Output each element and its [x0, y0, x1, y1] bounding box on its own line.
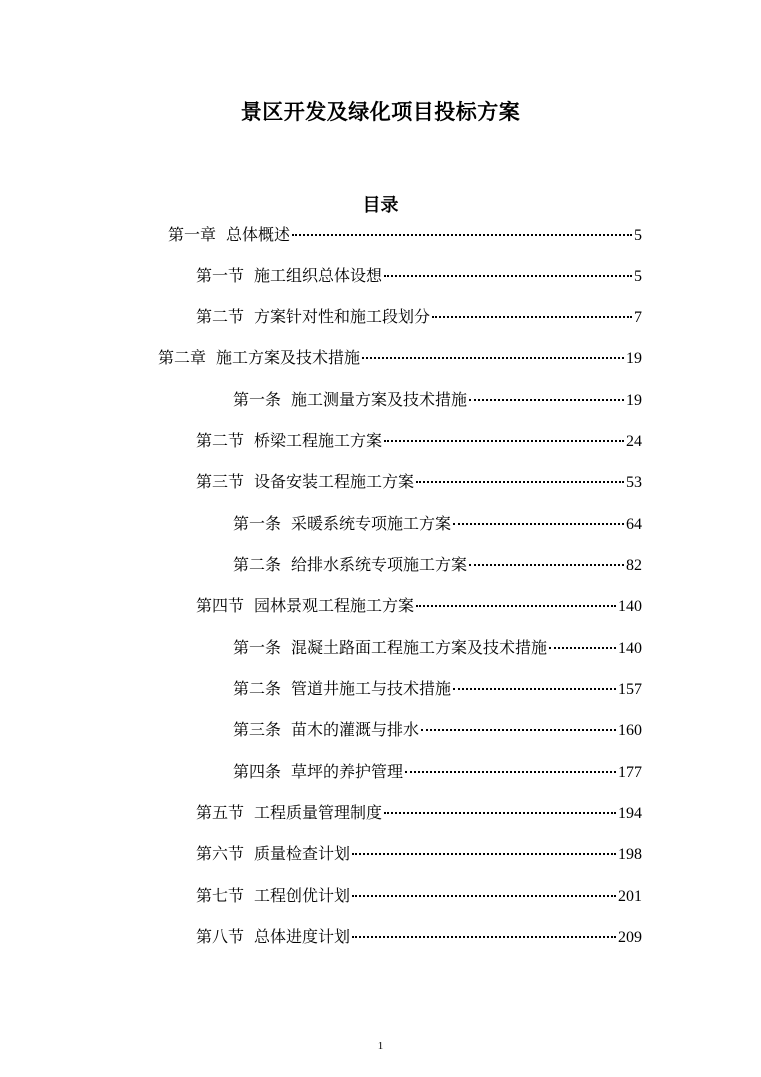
toc-dot-leader	[352, 835, 616, 855]
toc-entry[interactable]	[196, 261, 642, 285]
toc-entry-title: 草坪的养护管理	[291, 762, 404, 781]
toc-entry[interactable]	[196, 839, 642, 863]
toc-entry-title: 施工测量方案及技术措施	[291, 390, 468, 409]
toc-entry-page: 140	[618, 640, 642, 657]
toc-entry-page: 140	[618, 598, 642, 615]
toc-entry[interactable]	[196, 591, 642, 615]
toc-entry-number: 第六节	[196, 844, 245, 863]
toc-entry-title: 园林景观工程施工方案	[254, 596, 415, 615]
toc-dot-leader	[384, 257, 632, 277]
toc-entry[interactable]	[196, 922, 642, 946]
toc-dot-leader	[384, 422, 624, 442]
toc-entry-number: 第二节	[196, 431, 245, 450]
page-number: 1	[377, 1040, 384, 1052]
toc-entry-title: 采暖系统专项施工方案	[291, 514, 452, 533]
toc-entry-page: 24	[626, 433, 642, 450]
toc-entry-number: 第三条	[233, 720, 282, 739]
toc-entry-number: 第一条	[233, 514, 282, 533]
toc-entry[interactable]	[196, 302, 642, 326]
toc-entry[interactable]	[158, 343, 642, 367]
toc-entry[interactable]	[233, 509, 642, 533]
toc-entry-title: 工程创优计划	[254, 886, 351, 905]
toc-entry-number: 第一条	[233, 638, 282, 657]
toc-entry-page: 53	[626, 474, 642, 491]
toc-dot-leader	[416, 463, 624, 483]
toc-dot-leader	[352, 877, 616, 897]
toc-entry[interactable]	[196, 798, 642, 822]
toc-dot-leader	[453, 505, 624, 525]
toc-entry[interactable]	[233, 385, 642, 409]
toc-dot-leader	[405, 753, 616, 773]
toc-entry-title: 施工方案及技术措施	[216, 348, 361, 367]
toc-entry-title: 质量检查计划	[254, 844, 351, 863]
toc-entry-page: 160	[618, 722, 642, 739]
toc-entry-title: 总体概述	[226, 225, 291, 244]
toc-entry[interactable]	[196, 881, 642, 905]
toc-entry-number: 第一节	[196, 266, 245, 285]
toc-dot-leader	[469, 546, 624, 566]
toc-entry[interactable]	[233, 715, 642, 739]
toc-entry-title: 给排水系统专项施工方案	[291, 555, 468, 574]
toc-entry-title: 施工组织总体设想	[254, 266, 383, 285]
toc-entry-number: 第四节	[196, 596, 245, 615]
toc-entry-page: 82	[626, 557, 642, 574]
toc-dot-leader	[416, 587, 616, 607]
toc-dot-leader	[549, 629, 616, 649]
toc-entry-page: 64	[626, 516, 642, 533]
toc-entry-number: 第二章	[158, 348, 207, 367]
toc-heading: 目录	[362, 195, 399, 216]
toc-entry-title: 苗木的灌溉与排水	[291, 720, 420, 739]
toc-entry-title: 设备安装工程施工方案	[254, 472, 415, 491]
toc-entry-page: 209	[618, 929, 642, 946]
toc-entry[interactable]	[233, 674, 642, 698]
toc-dot-leader	[362, 339, 624, 359]
toc-entry-number: 第三节	[196, 472, 245, 491]
toc-dot-leader	[469, 381, 624, 401]
toc-entry[interactable]	[233, 757, 642, 781]
toc-entry-number: 第八节	[196, 927, 245, 946]
toc-entry-number: 第一条	[233, 390, 282, 409]
toc-entry-number: 第五节	[196, 803, 245, 822]
toc-entry[interactable]	[196, 467, 642, 491]
toc-entry-number: 第二条	[233, 555, 282, 574]
toc-entry-page: 5	[634, 268, 642, 285]
toc-dot-leader	[421, 711, 616, 731]
toc-entry-title: 总体进度计划	[254, 927, 351, 946]
toc-entry-number: 第一章	[168, 225, 217, 244]
toc-entry-page: 177	[618, 764, 642, 781]
toc-entry[interactable]	[233, 550, 642, 574]
toc-entry-page: 5	[634, 227, 642, 244]
toc-entry-title: 工程质量管理制度	[254, 803, 383, 822]
toc-entry-title: 方案针对性和施工段划分	[254, 307, 431, 326]
toc-entry-page: 201	[618, 888, 642, 905]
toc-dot-leader	[384, 794, 616, 814]
toc-entry-page: 7	[634, 309, 642, 326]
toc-entry-title: 混凝土路面工程施工方案及技术措施	[291, 638, 548, 657]
toc-entry-number: 第七节	[196, 886, 245, 905]
toc-entry-page: 19	[626, 350, 642, 367]
document-title: 景区开发及绿化项目投标方案	[240, 100, 521, 124]
toc-entry-number: 第四条	[233, 762, 282, 781]
toc-dot-leader	[453, 670, 616, 690]
toc-entry-page: 198	[618, 846, 642, 863]
toc-entry-number: 第二节	[196, 307, 245, 326]
toc-entry-title: 桥梁工程施工方案	[254, 431, 383, 450]
toc-dot-leader	[292, 216, 632, 236]
toc-entry-page: 194	[618, 805, 642, 822]
toc-dot-leader	[352, 918, 616, 938]
toc-entry-title: 管道井施工与技术措施	[291, 679, 452, 698]
toc-entry-number: 第二条	[233, 679, 282, 698]
toc-dot-leader	[432, 298, 632, 318]
toc-entry[interactable]	[196, 426, 642, 450]
toc-entry-page: 19	[626, 392, 642, 409]
toc-entry[interactable]	[168, 220, 642, 244]
toc-entry-page: 157	[618, 681, 642, 698]
toc-entry[interactable]	[233, 633, 642, 657]
